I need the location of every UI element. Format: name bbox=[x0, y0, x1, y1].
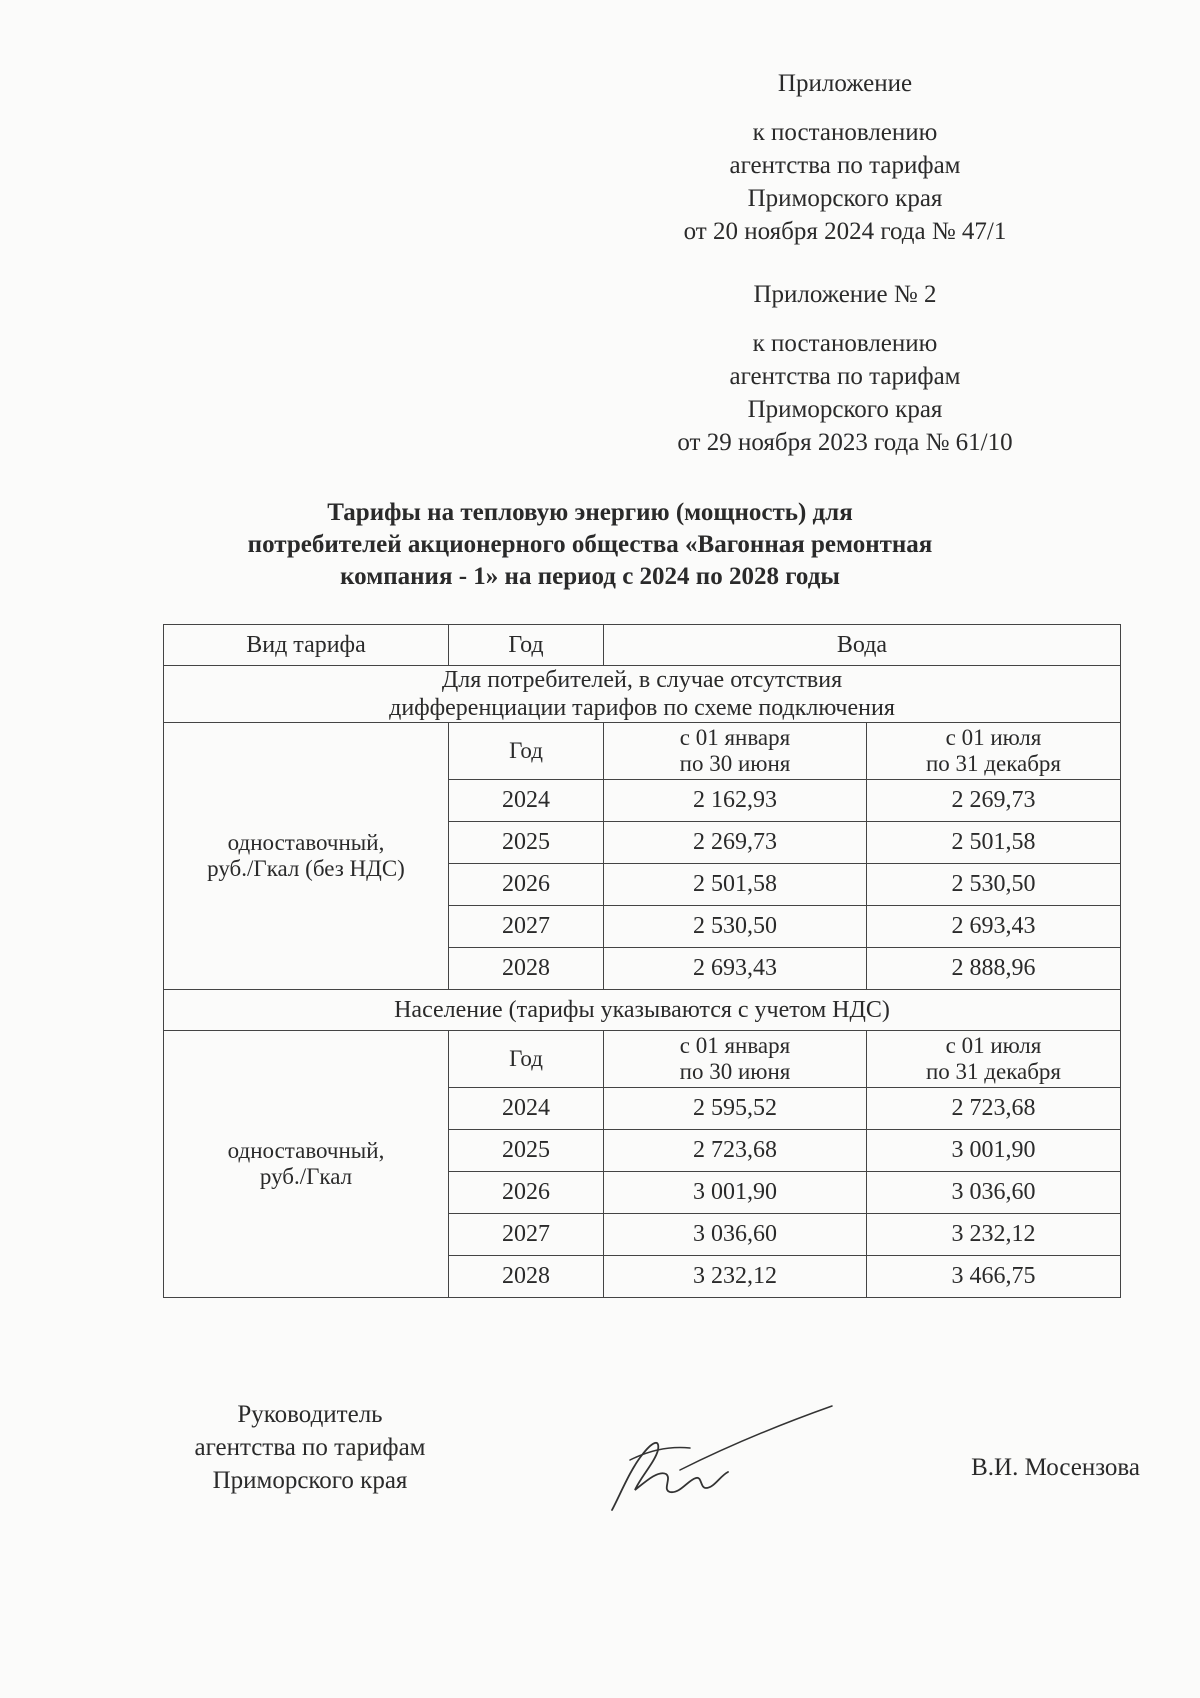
section-title-line: Население (тарифы указываются с учетом НДС) bbox=[394, 997, 890, 1023]
sub-header-period-2 bbox=[867, 723, 1121, 780]
year-cell: 2028 bbox=[449, 1256, 604, 1298]
tariff-kind-line: одноставочный, bbox=[227, 830, 385, 855]
tariff-h1-cell: 3 232,12 bbox=[604, 1256, 867, 1298]
tariff-h1-cell: 2 595,52 bbox=[604, 1088, 867, 1130]
period-line: по 30 июня bbox=[679, 1059, 791, 1084]
year-cell: 2025 bbox=[449, 822, 604, 864]
sub-header-period-2 bbox=[867, 1031, 1121, 1088]
tariff-h1-cell: 2 162,93 bbox=[604, 780, 867, 822]
section-title bbox=[164, 990, 1121, 1031]
tariff-h1-cell: 2 501,58 bbox=[604, 864, 867, 906]
tariff-table bbox=[163, 624, 1121, 1298]
period-line: с 01 июля bbox=[945, 725, 1042, 750]
appendix2-line: к постановлению bbox=[752, 330, 938, 357]
appendix-line: к постановлению bbox=[752, 119, 938, 146]
tariff-h2-cell: 2 269,73 bbox=[867, 780, 1121, 822]
section-title-line: дифференциации тарифов по схеме подключения bbox=[389, 695, 895, 721]
section-title-line: Для потребителей, в случае отсутствия bbox=[441, 667, 843, 693]
table-header-row bbox=[164, 625, 1121, 666]
sub-header-year: Год bbox=[449, 1031, 604, 1088]
sub-header-row bbox=[164, 1031, 1121, 1088]
period-line: по 30 июня bbox=[679, 751, 791, 776]
tariff-kind-line: руб./Гкал (без НДС) bbox=[207, 856, 405, 881]
period-line: с 01 января bbox=[679, 725, 791, 750]
column-header-tariff-kind: Вид тарифа bbox=[164, 625, 449, 666]
year-cell: 2025 bbox=[449, 1130, 604, 1172]
year-cell: 2024 bbox=[449, 780, 604, 822]
section-title-row bbox=[164, 666, 1121, 723]
tariff-h2-cell: 3 466,75 bbox=[867, 1256, 1121, 1298]
appendix-header bbox=[640, 67, 1050, 248]
year-cell: 2026 bbox=[449, 864, 604, 906]
appendix2-title: Приложение № 2 bbox=[753, 281, 937, 308]
year-cell: 2027 bbox=[449, 1214, 604, 1256]
year-cell: 2026 bbox=[449, 1172, 604, 1214]
signer-name: В.И. Мосензова bbox=[971, 1454, 1140, 1481]
column-header-water: Вода bbox=[604, 625, 1121, 666]
tariff-h2-cell: 3 036,60 bbox=[867, 1172, 1121, 1214]
tariff-h1-cell: 3 001,90 bbox=[604, 1172, 867, 1214]
sub-header-period-1 bbox=[604, 1031, 867, 1088]
appendix-title: Приложение bbox=[777, 70, 913, 97]
period-line: по 31 декабря bbox=[925, 751, 1062, 776]
sub-header-year: Год bbox=[449, 723, 604, 780]
period-line: с 01 июля bbox=[945, 1033, 1042, 1058]
appendix2-header bbox=[640, 278, 1050, 459]
tariff-h2-cell: 3 001,90 bbox=[867, 1130, 1121, 1172]
tariff-h2-cell: 2 530,50 bbox=[867, 864, 1121, 906]
tariff-h2-cell: 2 723,68 bbox=[867, 1088, 1121, 1130]
tariff-h1-cell: 2 269,73 bbox=[604, 822, 867, 864]
appendix2-date: от 29 ноября 2023 года № 61/10 bbox=[677, 429, 1013, 456]
section-title-row bbox=[164, 990, 1121, 1031]
document-title-line: компания - 1» на период с 2024 по 2028 годы bbox=[340, 563, 840, 590]
tariff-kind-cell bbox=[164, 1031, 449, 1298]
tariff-h1-cell: 3 036,60 bbox=[604, 1214, 867, 1256]
appendix-line: Приморского края bbox=[747, 185, 943, 212]
tariff-h2-cell: 2 501,58 bbox=[867, 822, 1121, 864]
tariff-h1-cell: 2 723,68 bbox=[604, 1130, 867, 1172]
year-cell: 2028 bbox=[449, 948, 604, 990]
appendix-line: агентства по тарифам bbox=[729, 152, 961, 179]
tariff-h2-cell: 2 888,96 bbox=[867, 948, 1121, 990]
appendix2-line: агентства по тарифам bbox=[729, 363, 961, 390]
period-line: с 01 января bbox=[679, 1033, 791, 1058]
sub-header-period-1 bbox=[604, 723, 867, 780]
section-title bbox=[164, 666, 1121, 723]
column-header-year: Год bbox=[449, 625, 604, 666]
tariff-h1-cell: 2 530,50 bbox=[604, 906, 867, 948]
appendix2-line: Приморского края bbox=[747, 396, 943, 423]
year-cell: 2024 bbox=[449, 1088, 604, 1130]
period-line: по 31 декабря bbox=[925, 1059, 1062, 1084]
signer-role-line: Приморского края bbox=[212, 1467, 408, 1494]
tariff-h2-cell: 2 693,43 bbox=[867, 906, 1121, 948]
appendix-date: от 20 ноября 2024 года № 47/1 bbox=[683, 218, 1007, 245]
tariff-kind-line: одноставочный, bbox=[227, 1138, 385, 1163]
document-title-line: Тарифы на тепловую энергию (мощность) для bbox=[327, 499, 853, 526]
tariff-h1-cell: 2 693,43 bbox=[604, 948, 867, 990]
document-title-line: потребителей акционерного общества «Вагонная ремонтная bbox=[247, 531, 933, 558]
tariff-kind-line: руб./Гкал bbox=[259, 1164, 353, 1189]
sub-header-row bbox=[164, 723, 1121, 780]
handwritten-signature-icon bbox=[600, 1400, 840, 1520]
document-title bbox=[190, 497, 990, 593]
signer-role bbox=[160, 1398, 460, 1497]
signer-role-line: агентства по тарифам bbox=[194, 1434, 426, 1461]
year-cell: 2027 bbox=[449, 906, 604, 948]
signer-role-line: Руководитель bbox=[237, 1401, 383, 1428]
tariff-h2-cell: 3 232,12 bbox=[867, 1214, 1121, 1256]
tariff-kind-cell bbox=[164, 723, 449, 990]
